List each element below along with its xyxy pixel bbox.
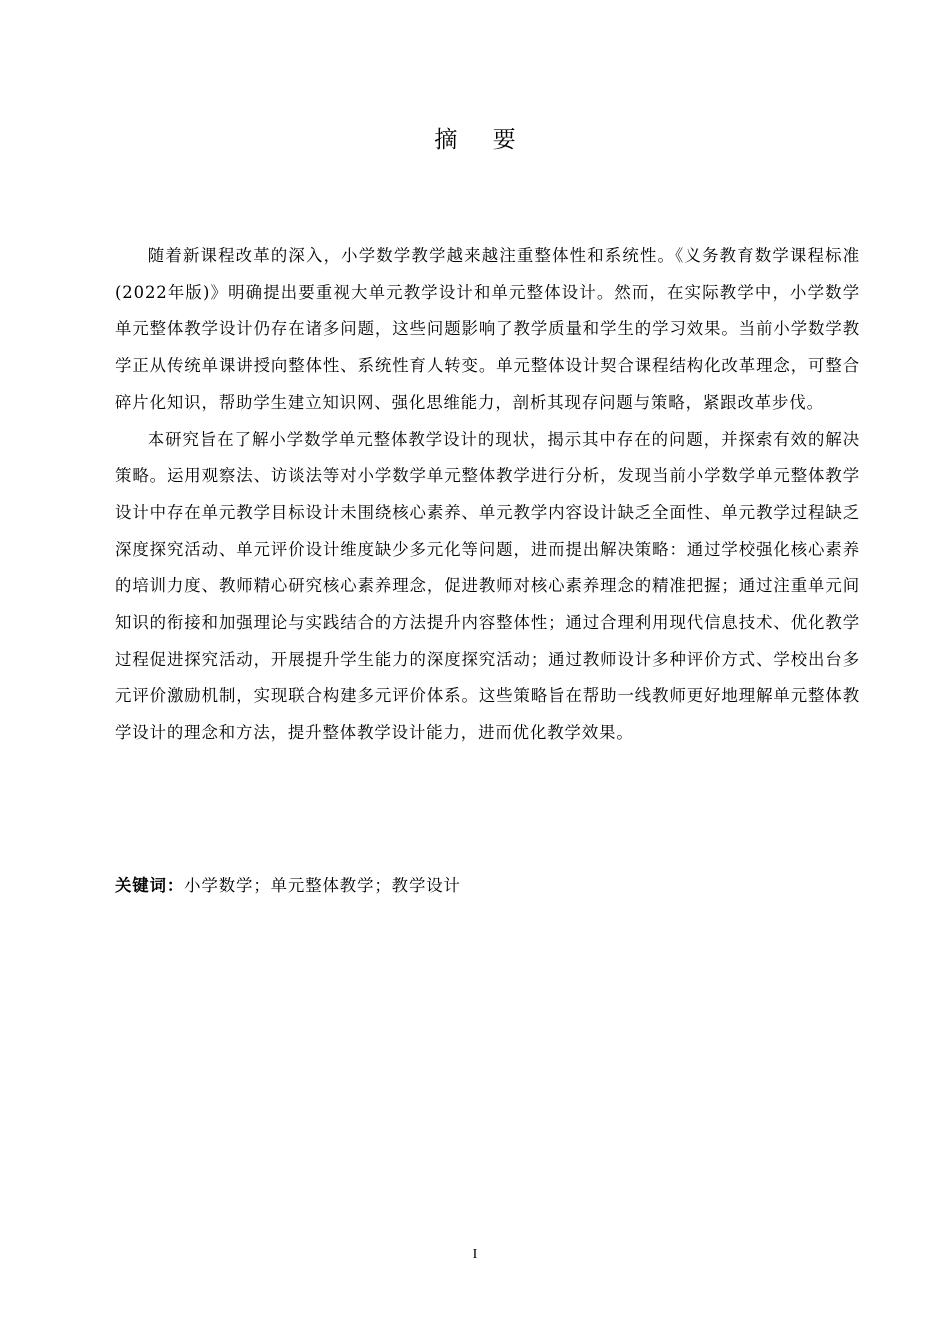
page-number: I: [472, 1247, 478, 1262]
keywords-label: 关键词：: [115, 876, 185, 895]
keywords-line: [115, 870, 860, 902]
abstract-paragraph-1: 随着新课程改革的深入，小学数学教学越来越注重整体性和系统性。《义务教育数学课程标准(2022年版)》明确提出要重视大单元教学设计和单元整体设计。然而，在实际教学中，小学数学单元整体教学设计仍存在诸多问题，这些问题影响了教学质量和学生的学习效果。当前小学数学教学正从传统单课讲授向整体性、系统性育人转变。单元整体设计契合课程结构化改革理念，可整合碎片化知识，帮助学生建立知识网、强化思维能力，剖析其现存问题与策略，紧跟改革步伐。: [115, 246, 860, 412]
page-title: 摘 要: [434, 127, 530, 153]
abstract-body: [115, 238, 860, 752]
abstract-paragraph-2: 本研究旨在了解小学数学单元整体教学设计的现状，揭示其中存在的问题，并探索有效的解决策略。运用观察法、访谈法等对小学数学单元整体教学进行分析，发现当前小学数学单元整体教学设计中存在单元教学目标设计未围绕核心素养、单元教学内容设计缺乏全面性、单元教学过程缺乏深度探究活动、单元评价设计维度缺少多元化等问题，进而提出解决策略：通过学校强化核心素养的培训力度、教师精心研究核心素养理念，促进教师对核心素养理念的精准把握；通过注重单元间知识的衔接和加强理论与实践结合的方法提升内容整体性；通过合理利用现代信息技术、优化教学过程促进探究活动，开展提升学生能力的深度探究活动；通过教师设计多种评价方式、学校出台多元评价激励机制，实现联合构建多元评价体系。这些策略旨在帮助一线教师更好地理解单元整体教学设计的理念和方法，提升整体教学设计能力，进而优化教学效果。: [115, 429, 860, 743]
keywords-text: 小学数学；单元整体教学；教学设计: [184, 876, 461, 895]
